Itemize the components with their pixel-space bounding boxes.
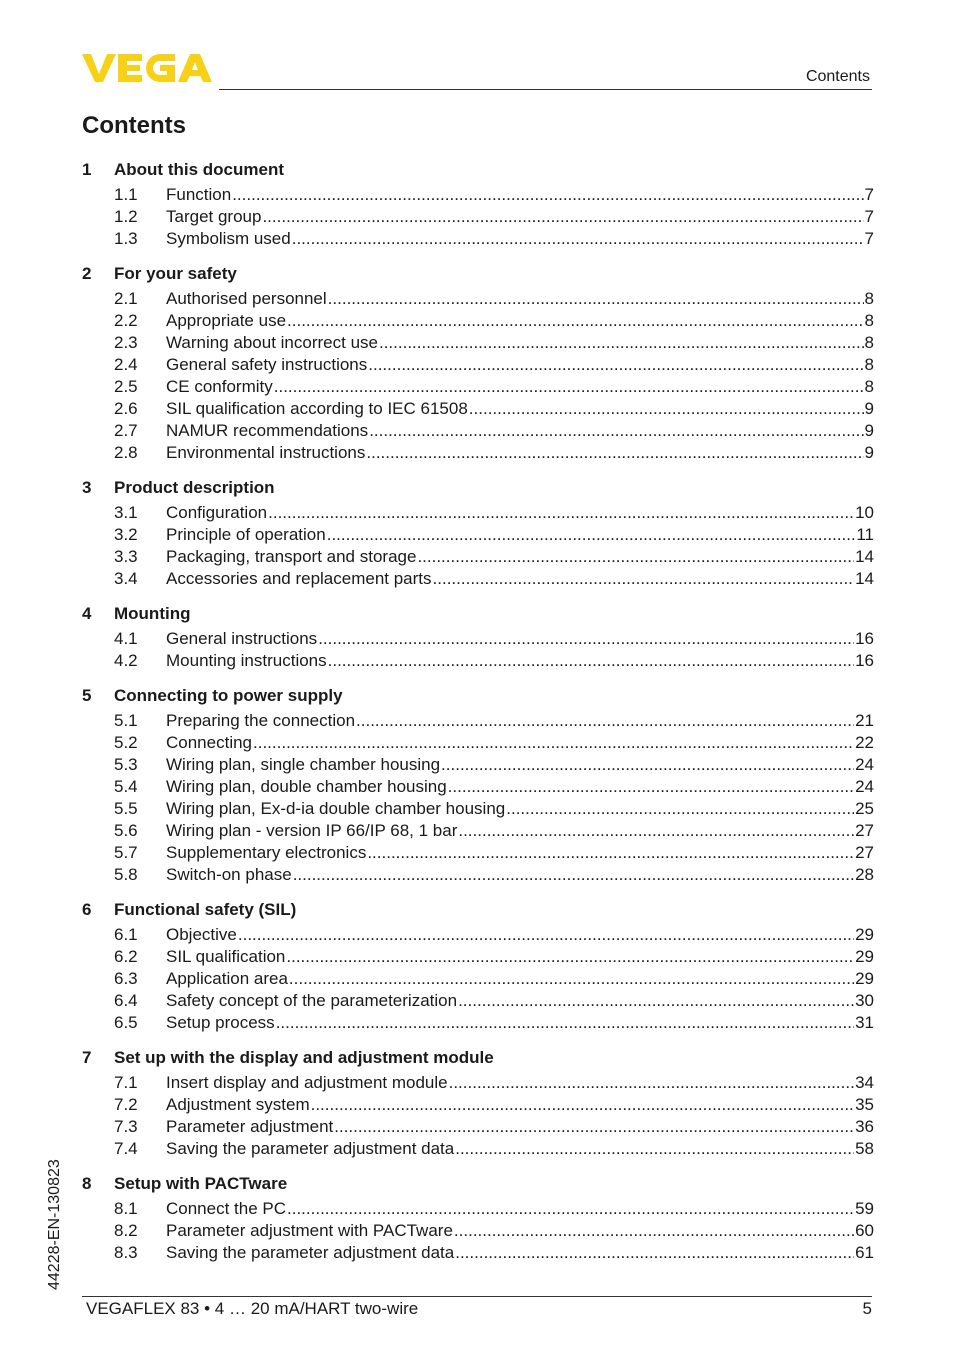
dot-leader bbox=[262, 206, 863, 228]
toc-entry[interactable] bbox=[82, 776, 874, 798]
dot-leader bbox=[287, 310, 864, 332]
entry-page-number: 29 bbox=[855, 969, 874, 988]
entry-number: 5.3 bbox=[114, 755, 138, 774]
entry-page-number: 27 bbox=[855, 821, 874, 840]
document-code: 44228-EN-130823 bbox=[46, 1159, 63, 1290]
entry-page-number: 8 bbox=[864, 289, 874, 308]
toc-entry[interactable] bbox=[82, 732, 874, 754]
running-header: Contents bbox=[805, 68, 870, 85]
toc-entry[interactable] bbox=[82, 1094, 874, 1116]
toc-entry[interactable] bbox=[82, 184, 874, 206]
toc-section-heading[interactable] bbox=[82, 602, 874, 625]
toc-entry[interactable] bbox=[82, 1220, 874, 1242]
entry-number: 7.3 bbox=[114, 1117, 138, 1136]
entry-number: 8.3 bbox=[114, 1243, 138, 1262]
dot-leader bbox=[276, 1012, 854, 1034]
toc-section-heading[interactable] bbox=[82, 898, 874, 921]
toc-entry[interactable] bbox=[82, 524, 874, 546]
entry-title: NAMUR recommendations bbox=[166, 421, 369, 440]
section-title: Set up with the display and adjustment module bbox=[114, 1047, 494, 1067]
toc-section-heading[interactable] bbox=[82, 1046, 874, 1069]
entry-title: Mounting instructions bbox=[166, 651, 327, 670]
dot-leader bbox=[238, 924, 854, 946]
entry-title: Safety concept of the parameterization bbox=[166, 991, 458, 1010]
entry-title: Authorised personnel bbox=[166, 289, 327, 308]
entry-title: Warning about incorrect use bbox=[166, 333, 378, 352]
toc-section-heading[interactable] bbox=[82, 476, 874, 499]
entry-page-number: 34 bbox=[855, 1073, 874, 1092]
dot-leader bbox=[232, 184, 863, 206]
toc-entry[interactable] bbox=[82, 1198, 874, 1220]
entry-page-number: 60 bbox=[855, 1221, 874, 1240]
entry-title: Appropriate use bbox=[166, 311, 287, 330]
dot-leader bbox=[328, 650, 854, 672]
entry-page-number: 7 bbox=[864, 207, 874, 226]
entry-page-number: 9 bbox=[864, 443, 874, 462]
section-number: 3 bbox=[82, 477, 92, 497]
entry-title: SIL qualification bbox=[166, 947, 286, 966]
entry-number: 5.2 bbox=[114, 733, 138, 752]
entry-title: Function bbox=[166, 185, 232, 204]
dot-leader bbox=[289, 968, 854, 990]
toc-entry[interactable] bbox=[82, 398, 874, 420]
entry-title: Parameter adjustment bbox=[166, 1117, 334, 1136]
entry-number: 2.5 bbox=[114, 377, 138, 396]
toc-entry[interactable] bbox=[82, 968, 874, 990]
section-title: Mounting bbox=[114, 603, 191, 623]
entry-number: 4.2 bbox=[114, 651, 138, 670]
entry-title: Accessories and replacement parts bbox=[166, 569, 432, 588]
entry-title: Connecting bbox=[166, 733, 253, 752]
entry-page-number: 11 bbox=[856, 525, 874, 544]
dot-leader bbox=[455, 1242, 854, 1264]
entry-page-number: 24 bbox=[855, 755, 874, 774]
entry-number: 2.4 bbox=[114, 355, 138, 374]
entry-number: 3.4 bbox=[114, 569, 138, 588]
entry-page-number: 8 bbox=[864, 377, 874, 396]
entry-title: Switch-on phase bbox=[166, 865, 292, 884]
entry-number: 2.7 bbox=[114, 421, 138, 440]
entry-title: Target group bbox=[166, 207, 262, 226]
entry-title: Supplementary electronics bbox=[166, 843, 367, 862]
dot-leader bbox=[334, 1116, 854, 1138]
dot-leader bbox=[368, 354, 863, 376]
entry-title: Adjustment system bbox=[166, 1095, 310, 1114]
toc-section bbox=[82, 898, 874, 1034]
toc-entry[interactable] bbox=[82, 754, 874, 776]
dot-leader bbox=[417, 546, 854, 568]
dot-leader bbox=[369, 420, 863, 442]
dot-leader bbox=[327, 524, 856, 546]
toc-entry[interactable] bbox=[82, 568, 874, 590]
toc-entry[interactable] bbox=[82, 1116, 874, 1138]
entry-page-number: 8 bbox=[864, 311, 874, 330]
toc-entry[interactable] bbox=[82, 842, 874, 864]
dot-leader bbox=[356, 710, 854, 732]
toc-entry[interactable] bbox=[82, 442, 874, 464]
dot-leader bbox=[449, 1072, 854, 1094]
entry-number: 3.3 bbox=[114, 547, 138, 566]
dot-leader bbox=[469, 398, 864, 420]
entry-page-number: 24 bbox=[855, 777, 874, 796]
toc-entry[interactable] bbox=[82, 864, 874, 886]
footer-rule bbox=[82, 1296, 872, 1297]
section-number: 4 bbox=[82, 603, 92, 623]
entry-number: 2.8 bbox=[114, 443, 138, 462]
section-number: 1 bbox=[82, 159, 92, 179]
entry-title: Objective bbox=[166, 925, 237, 944]
dot-leader bbox=[458, 820, 854, 842]
toc-entry[interactable] bbox=[82, 354, 874, 376]
entry-title: Parameter adjustment with PACTware bbox=[166, 1221, 453, 1240]
entry-title: Saving the parameter adjustment data bbox=[166, 1139, 455, 1158]
entry-page-number: 61 bbox=[855, 1243, 874, 1262]
entry-number: 5.7 bbox=[114, 843, 138, 862]
toc-section-heading[interactable] bbox=[82, 684, 874, 707]
dot-leader bbox=[293, 864, 854, 886]
entry-title: Packaging, transport and storage bbox=[166, 547, 417, 566]
entry-title: Application area bbox=[166, 969, 288, 988]
toc-section bbox=[82, 684, 874, 886]
entry-title: SIL qualification according to IEC 61508 bbox=[166, 399, 468, 418]
entry-title: General safety instructions bbox=[166, 355, 368, 374]
entry-number: 6.5 bbox=[114, 1013, 138, 1032]
toc-entry[interactable] bbox=[82, 1138, 874, 1160]
section-number: 2 bbox=[82, 263, 92, 283]
entry-number: 7.4 bbox=[114, 1139, 138, 1158]
entry-number: 5.1 bbox=[114, 711, 138, 730]
toc-section bbox=[82, 262, 874, 464]
entry-page-number: 7 bbox=[864, 229, 874, 248]
entry-title: General instructions bbox=[166, 629, 318, 648]
entry-number: 5.6 bbox=[114, 821, 138, 840]
entry-page-number: 14 bbox=[855, 547, 874, 566]
dot-leader bbox=[253, 732, 854, 754]
entry-title: Wiring plan - version IP 66/IP 68, 1 bar bbox=[166, 821, 458, 840]
toc-entry[interactable] bbox=[82, 502, 874, 524]
dot-leader bbox=[366, 442, 863, 464]
footer-page-number: 5 bbox=[862, 1299, 872, 1318]
dot-leader bbox=[287, 1198, 854, 1220]
section-number: 7 bbox=[82, 1047, 92, 1067]
section-number: 6 bbox=[82, 899, 92, 919]
toc-entry[interactable] bbox=[82, 228, 874, 250]
entry-page-number: 58 bbox=[855, 1139, 874, 1158]
entry-number: 2.2 bbox=[114, 311, 138, 330]
entry-page-number: 8 bbox=[864, 355, 874, 374]
toc-entry[interactable] bbox=[82, 628, 874, 650]
entry-page-number: 59 bbox=[855, 1199, 874, 1218]
toc-entry[interactable] bbox=[82, 420, 874, 442]
vega-logo bbox=[82, 52, 212, 84]
entry-number: 3.1 bbox=[114, 503, 138, 522]
dot-leader bbox=[274, 376, 864, 398]
entry-page-number: 30 bbox=[855, 991, 874, 1010]
toc-entry[interactable] bbox=[82, 310, 874, 332]
section-title: About this document bbox=[114, 159, 284, 179]
toc-section bbox=[82, 1172, 874, 1264]
section-title: Product description bbox=[114, 477, 275, 497]
entry-page-number: 9 bbox=[864, 399, 874, 418]
entry-page-number: 9 bbox=[864, 421, 874, 440]
toc-section bbox=[82, 1046, 874, 1160]
dot-leader bbox=[454, 1220, 854, 1242]
section-title: Setup with PACTware bbox=[114, 1173, 288, 1193]
toc-entry[interactable] bbox=[82, 376, 874, 398]
section-number: 5 bbox=[82, 685, 92, 705]
dot-leader bbox=[318, 628, 854, 650]
entry-page-number: 16 bbox=[855, 651, 874, 670]
entry-page-number: 7 bbox=[864, 185, 874, 204]
toc-entry[interactable] bbox=[82, 332, 874, 354]
header-rule bbox=[219, 89, 872, 90]
entry-title: Insert display and adjustment module bbox=[166, 1073, 448, 1092]
entry-page-number: 29 bbox=[855, 947, 874, 966]
dot-leader bbox=[441, 754, 854, 776]
entry-number: 1.1 bbox=[114, 185, 138, 204]
section-title: Functional safety (SIL) bbox=[114, 899, 297, 919]
dot-leader bbox=[433, 568, 855, 590]
toc-entry[interactable] bbox=[82, 946, 874, 968]
entry-number: 5.5 bbox=[114, 799, 138, 818]
dot-leader bbox=[311, 1094, 854, 1116]
toc-entry[interactable] bbox=[82, 710, 874, 732]
entry-number: 7.2 bbox=[114, 1095, 138, 1114]
dot-leader bbox=[268, 502, 854, 524]
table-of-contents bbox=[82, 158, 874, 1276]
dot-leader bbox=[506, 798, 854, 820]
toc-section bbox=[82, 158, 874, 250]
entry-number: 8.2 bbox=[114, 1221, 138, 1240]
toc-entry[interactable] bbox=[82, 924, 874, 946]
entry-number: 2.3 bbox=[114, 333, 138, 352]
toc-section-heading[interactable] bbox=[82, 158, 874, 181]
toc-section-heading[interactable] bbox=[82, 1172, 874, 1195]
entry-title: Principle of operation bbox=[166, 525, 326, 544]
entry-page-number: 35 bbox=[855, 1095, 874, 1114]
entry-page-number: 36 bbox=[855, 1117, 874, 1136]
entry-number: 5.4 bbox=[114, 777, 138, 796]
toc-section-heading[interactable] bbox=[82, 262, 874, 285]
entry-page-number: 31 bbox=[855, 1013, 874, 1032]
dot-leader bbox=[328, 288, 864, 310]
entry-page-number: 22 bbox=[855, 733, 874, 752]
entry-page-number: 8 bbox=[864, 333, 874, 352]
dot-leader bbox=[455, 1138, 854, 1160]
entry-number: 1.2 bbox=[114, 207, 138, 226]
entry-number: 4.1 bbox=[114, 629, 138, 648]
toc-entry[interactable] bbox=[82, 820, 874, 842]
page-title: Contents bbox=[82, 112, 186, 139]
entry-number: 6.1 bbox=[114, 925, 138, 944]
dot-leader bbox=[458, 990, 854, 1012]
entry-title: Wiring plan, double chamber housing bbox=[166, 777, 447, 796]
entry-number: 2.1 bbox=[114, 289, 138, 308]
dot-leader bbox=[286, 946, 854, 968]
entry-number: 8.1 bbox=[114, 1199, 138, 1218]
entry-title: CE conformity bbox=[166, 377, 273, 396]
entry-title: Configuration bbox=[166, 503, 268, 522]
entry-title: Preparing the connection bbox=[166, 711, 356, 730]
entry-page-number: 28 bbox=[855, 865, 874, 884]
toc-entry[interactable] bbox=[82, 546, 874, 568]
entry-number: 1.3 bbox=[114, 229, 138, 248]
dot-leader bbox=[448, 776, 854, 798]
toc-entry[interactable] bbox=[82, 1242, 874, 1264]
entry-number: 7.1 bbox=[114, 1073, 138, 1092]
toc-section bbox=[82, 602, 874, 672]
entry-title: Setup process bbox=[166, 1013, 275, 1032]
entry-title: Symbolism used bbox=[166, 229, 291, 248]
entry-page-number: 10 bbox=[855, 503, 874, 522]
dot-leader bbox=[379, 332, 864, 354]
entry-title: Environmental instructions bbox=[166, 443, 366, 462]
entry-title: Connect the PC bbox=[166, 1199, 287, 1218]
section-title: For your safety bbox=[114, 263, 237, 283]
entry-number: 5.8 bbox=[114, 865, 138, 884]
toc-entry[interactable] bbox=[82, 288, 874, 310]
entry-page-number: 16 bbox=[855, 629, 874, 648]
entry-number: 3.2 bbox=[114, 525, 138, 544]
entry-number: 2.6 bbox=[114, 399, 138, 418]
entry-page-number: 27 bbox=[855, 843, 874, 862]
toc-entry[interactable] bbox=[82, 990, 874, 1012]
entry-page-number: 25 bbox=[855, 799, 874, 818]
dot-leader bbox=[367, 842, 854, 864]
entry-number: 6.3 bbox=[114, 969, 138, 988]
entry-title: Wiring plan, single chamber housing bbox=[166, 755, 441, 774]
toc-entry[interactable] bbox=[82, 1072, 874, 1094]
entry-page-number: 21 bbox=[855, 711, 874, 730]
toc-entry[interactable] bbox=[82, 650, 874, 672]
section-title: Connecting to power supply bbox=[114, 685, 343, 705]
toc-entry[interactable] bbox=[82, 206, 874, 228]
entry-number: 6.4 bbox=[114, 991, 138, 1010]
entry-title: Saving the parameter adjustment data bbox=[166, 1243, 455, 1262]
dot-leader bbox=[292, 228, 864, 250]
entry-number: 6.2 bbox=[114, 947, 138, 966]
entry-page-number: 29 bbox=[855, 925, 874, 944]
entry-page-number: 14 bbox=[855, 569, 874, 588]
toc-entry[interactable] bbox=[82, 798, 874, 820]
entry-title: Wiring plan, Ex-d-ia double chamber housing bbox=[166, 799, 506, 818]
toc-entry[interactable] bbox=[82, 1012, 874, 1034]
toc-section bbox=[82, 476, 874, 590]
footer-product: VEGAFLEX 83 • 4 … 20 mA/HART two-wire bbox=[86, 1299, 419, 1318]
section-number: 8 bbox=[82, 1173, 92, 1193]
